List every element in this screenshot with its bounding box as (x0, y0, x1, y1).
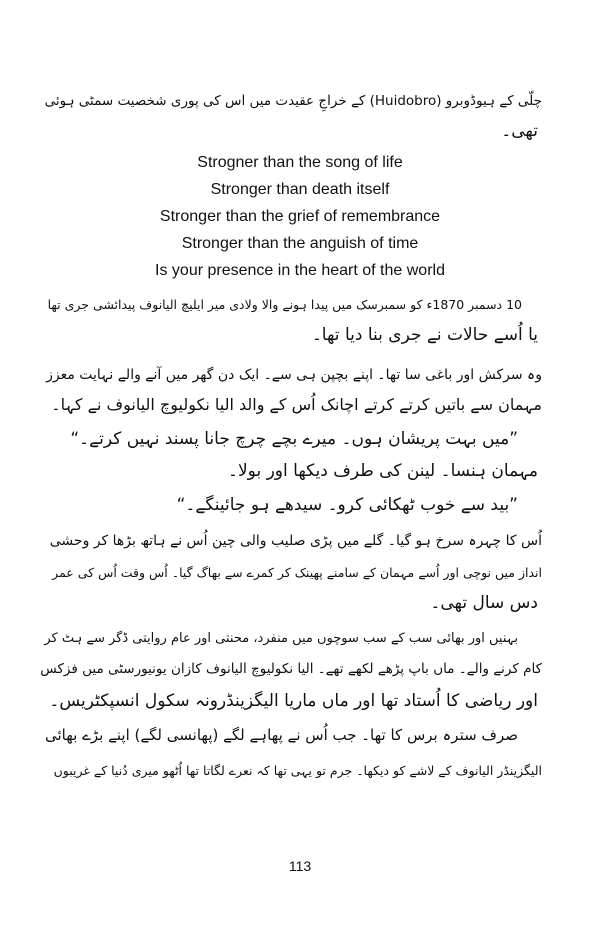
para4-line-3: اور ریاضی کا اُستاد تھا اور ماں ماریا الیگزینڈرونہ سکول انسپکٹریس۔ (49, 691, 538, 711)
para2-line-5: ”بید سے خوب ٹھکائی کرو۔ سیدھے ہو جائینگے۔“ (176, 495, 518, 515)
poem-line-4: Stronger than the anguish of time (181, 235, 419, 252)
para4-line-2: کام کرنے والے۔ ماں باپ پڑھے لکھے تھے۔ الیا نکولیوچ الیانوف کازان یونیورسٹی میں فزکس (40, 661, 542, 677)
poem-line-1: Strogner than the song of life (197, 154, 403, 171)
intro-line-2: تھی۔ (501, 121, 538, 141)
para2-line-2: مہمان سے باتیں کرتے کرتے اچانک اُس کے والد الیا نکولیوچ الیانوف نے کہا۔ (51, 395, 542, 414)
poem-line-3: Stronger than the grief of remembrance (159, 208, 441, 225)
para1-line-2: یا اُسے حالات نے جری بنا دیا تھا۔ (311, 325, 538, 345)
para2-line-4: مہمان ہنسا۔ لینن کی طرف دیکھا اور بولا۔ (228, 461, 538, 481)
poem-line-2: Stronger than death itself (210, 181, 390, 198)
intro-line-1: چلّی کے ہیوڈوبرو (Huidobro) کے خراجِ عقیدت میں اس کی پوری شخصیت سمٹی ہوئی (44, 93, 542, 109)
para2-line-3: ”میں بہت پریشان ہوں۔ میرے بچے چرچ جانا پسند نہیں کرتے۔“ (70, 429, 518, 449)
page-number: 113 (288, 858, 312, 874)
para5-line-1: صرف سترہ برس کا تھا۔ جب اُس نے پھاہے لگے (پھانسی لگے) اپنے بڑے بھائی (44, 726, 518, 744)
para3-line-3: دس سال تھی۔ (430, 593, 538, 613)
para4-line-1: بہنیں اور بھائی سب کے سب سوچوں میں منفرد، محنتی اور عام روایتی ڈگر سے ہٹ کر (44, 631, 518, 646)
para5-line-2: الیگزینڈر الیانوف کے لاشے کو دیکھا۔ جرم تو یہی تھا کہ نعرے لگاتا تھا اُٹھو میری دُنیا کے غریبوں (53, 763, 542, 778)
para3-line-2: انداز میں نوچی اور اُسے مہمان کے سامنے پھینک کر کمرے سے بھاگ گیا۔ اُس وقت اُس کی عمر (52, 565, 542, 580)
para2-line-1: وہ سرکش اور باغی سا تھا۔ اپنے بچپن ہی سے۔ ایک دن گھر میں آنے والے نہایت معزز (46, 367, 542, 383)
para1-line-1: 10 دسمبر 1870ء کو سمبرسک میں پیدا ہونے والا ولادی میر ایلیچ الیانوف پیدائشی جری تھا (47, 297, 522, 312)
poem-line-5: Is your presence in the heart of the world (155, 262, 445, 279)
para3-line-1: اُس کا چہرہ سرخ ہو گیا۔ گلے میں پڑی صلیب والی چین اُس نے ہاتھ بڑھا کر وحشی (49, 533, 542, 549)
